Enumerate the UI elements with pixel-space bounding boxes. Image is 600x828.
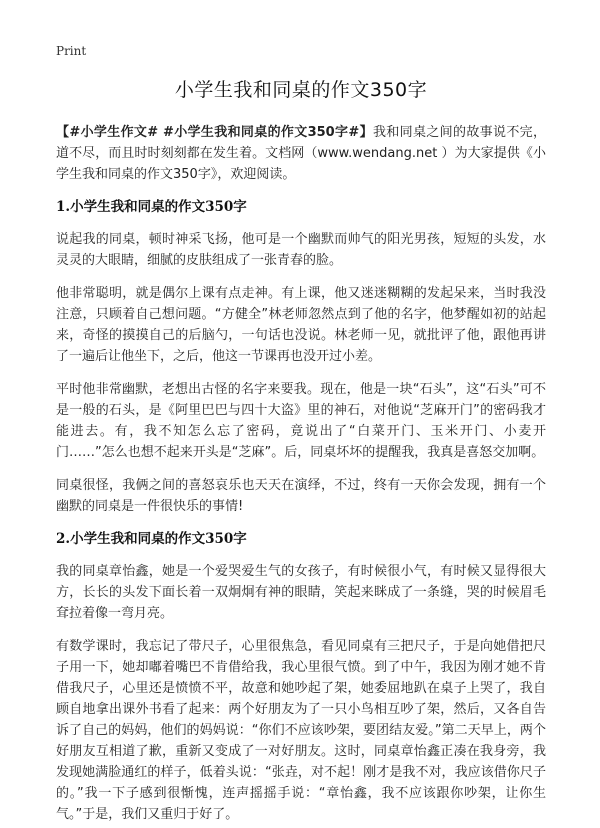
intro-paragraph: [56, 122, 546, 185]
paragraph: 我的同桌章怡鑫，她是一个爱哭爱生气的女孩子，有时候很小气，有时候又显得很大方，长长的头发下面长着一双炯炯有神的眼睛，笑起来眯成了一条缝，哭的时候眉毛耷拉着像一弯月亮。: [56, 564, 546, 621]
paragraph: 他非常聪明，就是偶尔上课有点走神。有上课，他又迷迷糊糊的发起呆来，当时我没注意，只顾着自己想问题。“方健全”林老师忽然点到了他的名字，他梦醒如初的站起来，奇怪的摸摸自己的后脑勺，一句话也没说。林老师一见，就批评了他，跟他再讲了一遍后让他坐下，之后，他这一节课再也没开过小差。: [56, 286, 546, 364]
intro-text: 我和同桌之间的故事说不完，道不尽，而且时时刻刻都在发生着。文档网（www.wendang.net ）为大家提供《小学生我和同桌的作文350字》，欢迎阅读。: [56, 125, 546, 182]
print-label: Print: [56, 44, 87, 58]
paragraph: 说起我的同桌，顿时神采飞扬，他可是一个幽默而帅气的阳光男孩，短短的头发，水灵灵的大眼睛，细腻的皮肤组成了一张青春的脸。: [56, 232, 546, 268]
intro-tag: 【#小学生作文# #小学生我和同桌的作文350字#】: [56, 125, 373, 140]
section-heading: 1.小学生我和同桌的作文350字: [56, 199, 247, 215]
section-heading: 2.小学生我和同桌的作文350字: [56, 531, 247, 547]
section-1: [56, 197, 546, 517]
paragraph: 平时他非常幽默，老想出古怪的名字来要我。现在，他是一块“石头”，这“石头”可不是一般的石头，是《阿里巴巴与四十大盗》里的神石，对他说“芝麻开门”的密码我才能进去。有，我不知怎么忘了密码，竟说出了“白菜开门、玉米开门、小麦开门……”怎么也想不起来开头是“芝麻”。后，同桌坏坏的提醒我，我真是喜怒交加啊。: [56, 382, 546, 460]
page-title: 小学生我和同桌的作文350字: [174, 79, 428, 101]
paragraph: 同桌很怪，我俩之间的喜怒哀乐也天天在演绎，不过，终有一天你会发现，拥有一个幽默的同桌是一件很快乐的事情!: [56, 478, 546, 514]
section-2: [56, 529, 546, 825]
paragraph: 有数学课时，我忘记了带尺子，心里很焦急，看见同桌有三把尺子，于是向她借把尺子用一下，她却嘟着嘴巴不肯借给我，我心里很气愤。到了中午，我因为刚才她不肯借我尺子，心里还是愤愤不平，故意和她吵起了架，她委屈地趴在桌子上哭了，我自顾自地拿出课外书看了起来：两个好朋友为了一只小鸟相互吵了架，然后，又各自告诉了自己的妈妈，他们的妈妈说：“你们不应该吵架，要团结友爱。”第二天早上，两个好朋友互相道了歉，重新又变成了一对好朋友。这时，同桌章怡鑫正凑在我身旁，我发现她满脸通红的样子，低着头说：“张垚，对不起！刚才是我不对，我应该借你尺子的。”我一下子感到很惭愧，连声摇摇手说：“章怡鑫，我不应该跟你吵架，让你生气。”于是，我们又重归于好了。: [56, 639, 546, 822]
